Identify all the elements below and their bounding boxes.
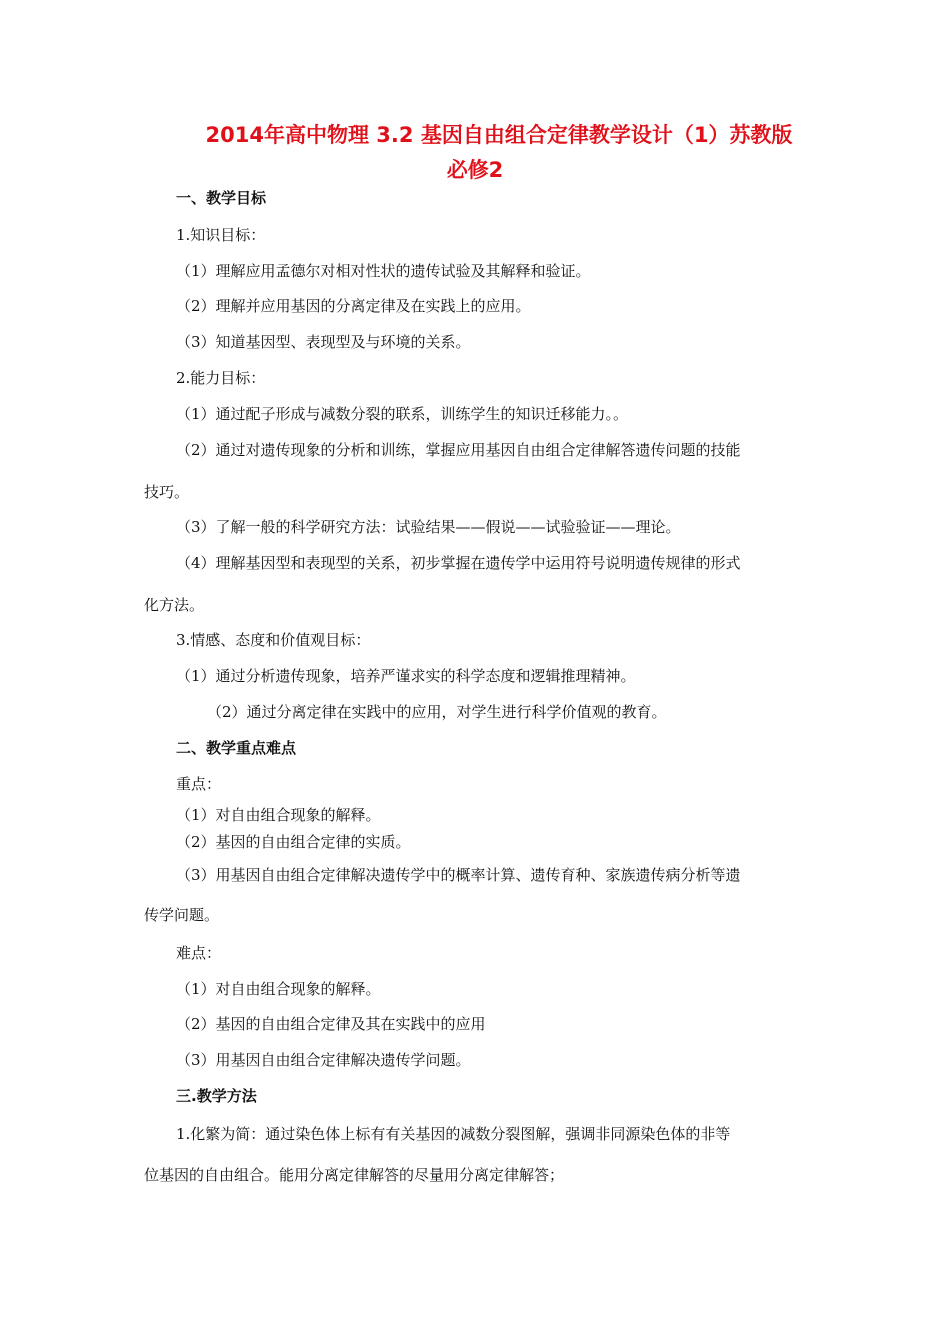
paragraph-line: 传学问题。: [144, 906, 220, 924]
paragraph-line: （3）知道基因型、表现型及与环境的关系。: [176, 333, 471, 351]
paragraph-line: （1）对自由组合现象的解释。: [176, 806, 381, 824]
paragraph-line: （1）理解应用孟德尔对相对性状的遗传试验及其解释和验证。: [176, 262, 591, 280]
paragraph-line: （1）通过分析遗传现象，培养严谨求实的科学态度和逻辑推理精神。: [176, 667, 636, 685]
subheading-key: 重点：: [176, 775, 222, 793]
section-heading-methods: 三.教学方法: [176, 1087, 257, 1105]
section-heading-objectives: 一、教学目标: [176, 189, 267, 207]
paragraph-line: （2）理解并应用基因的分离定律及在实践上的应用。: [176, 297, 531, 315]
section-heading-key-difficult: 二、教学重点难点: [176, 739, 297, 757]
paragraph-line: 化方法。: [144, 596, 205, 614]
paragraph-line: 位基因的自由组合。能用分离定律解答的尽量用分离定律解答；: [144, 1166, 565, 1184]
paragraph-line: 1.化繁为简：通过染色体上标有有关基因的减数分裂图解，强调非同源染色体的非等: [176, 1125, 731, 1143]
subheading-difficult: 难点：: [176, 944, 222, 962]
paragraph-line: （1）通过配子形成与减数分裂的联系，训练学生的知识迁移能力。。: [176, 405, 629, 423]
paragraph-line: （3）用基因自由组合定律解决遗传学问题。: [176, 1051, 471, 1069]
document-title-line2: 必修2: [446, 158, 504, 182]
paragraph-line: （4）理解基因型和表现型的关系，初步掌握在遗传学中运用符号说明遗传规律的形式: [176, 554, 741, 572]
paragraph-line: （2）通过分离定律在实践中的应用，对学生进行科学价值观的教育。: [207, 703, 667, 721]
paragraph-line: （2）通过对遗传现象的分析和训练，掌握应用基因自由组合定律解答遗传问题的技能: [176, 441, 741, 459]
document-title-line1: 2014年高中物理 3.2 基因自由组合定律教学设计（1）苏教版: [205, 123, 793, 147]
paragraph-line: （3）了解一般的科学研究方法：试验结果——假说——试验验证——理论。: [176, 518, 681, 536]
subheading-emotion: 3.情感、态度和价值观目标：: [176, 631, 371, 649]
paragraph-line: （1）对自由组合现象的解释。: [176, 980, 381, 998]
paragraph-line: 技巧。: [144, 483, 190, 501]
subheading-ability: 2.能力目标：: [176, 369, 266, 387]
paragraph-line: （2）基因的自由组合定律及其在实践中的应用: [176, 1015, 486, 1033]
paragraph-line: （2）基因的自由组合定律的实质。: [176, 833, 411, 851]
subheading-knowledge: 1.知识目标：: [176, 226, 266, 244]
paragraph-line: （3）用基因自由组合定律解决遗传学中的概率计算、遗传育种、家族遗传病分析等遗: [176, 866, 741, 884]
